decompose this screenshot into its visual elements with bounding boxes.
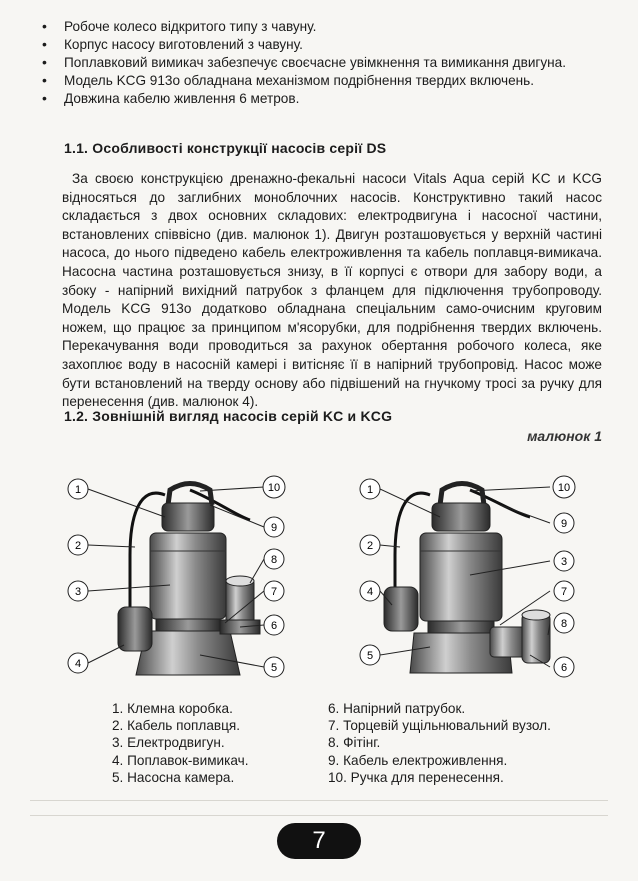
feature-item: • Поплавковий вимикач забезпечує своєчасне увімкнення та вимикання двигуна. bbox=[40, 54, 610, 71]
legend-item: 2. Кабель поплавця. bbox=[112, 718, 241, 734]
pump-kc-drawing bbox=[118, 484, 260, 676]
legend-item: 9. Кабель електроживлення. bbox=[328, 752, 508, 768]
svg-text:4: 4 bbox=[74, 658, 82, 670]
section-1-paragraph: За своєю конструкцією дренажно-фекальні насоси Vitals Aqua серій KC и KCG відносяться до заглибних моноблочних насосів. Конструктивно такий насос складається з двох основних складових: електродвигуна і насосної частини, встановлених співвісно (див. малюнок 1). Двигун розташовується у верхній частині насоса, до нього підведено кабель електроживлення та кабель поплавця-вимикача. Насосна частина розташовується знизу, в її корпусі є отвори для забору води, а збоку - напірний вихідний патрубок з фланцем для підключення трубопроводу. Модель KCG 913о додатково обладнана спеціальним само-очисним круговим ножем, що працює за принципом м'ясорубки, для подрібнення твердих включень. Перекачування води проводиться за рахунок обертання робочого колеса, яке захоплює воду в насосній камері і витісняє її в напірний трубопровід. Насос може бути встановлений на тверду основу або підвішений на гнучкому тросі за ручку для перенесення (див. малюнок 4). bbox=[62, 171, 602, 410]
svg-text:6: 6 bbox=[270, 620, 278, 632]
svg-text:2: 2 bbox=[74, 540, 82, 552]
callout-marker bbox=[554, 581, 574, 601]
callout-marker bbox=[554, 657, 574, 677]
callout-marker bbox=[68, 581, 88, 601]
svg-text:2: 2 bbox=[366, 540, 374, 552]
legend-item: 4. Поплавок-вимикач. bbox=[112, 752, 249, 768]
callout-marker bbox=[554, 551, 574, 571]
figure-label: малюнок 1 bbox=[527, 428, 602, 444]
callout-marker bbox=[263, 476, 285, 498]
callout-marker bbox=[68, 479, 88, 499]
svg-text:8: 8 bbox=[560, 618, 568, 630]
callout-marker bbox=[68, 653, 88, 673]
svg-text:4: 4 bbox=[366, 586, 374, 598]
legend-item: 5. Насосна камера. bbox=[112, 769, 235, 785]
callout-marker bbox=[264, 615, 284, 635]
legend-item: 3. Електродвигун. bbox=[112, 735, 225, 751]
svg-text:10: 10 bbox=[267, 482, 281, 494]
svg-text:3: 3 bbox=[560, 556, 568, 568]
divider bbox=[30, 800, 608, 801]
callout-marker bbox=[360, 535, 380, 555]
svg-text:9: 9 bbox=[270, 522, 278, 534]
svg-text:1: 1 bbox=[74, 484, 82, 496]
section-1-title: 1.1. Особливості конструкції насосів серії DS bbox=[64, 140, 387, 156]
legend-item: 8. Фітінг. bbox=[328, 735, 381, 751]
callout-marker bbox=[360, 581, 380, 601]
callout-marker bbox=[68, 535, 88, 555]
legend-left bbox=[112, 700, 249, 786]
callout-marker bbox=[264, 581, 284, 601]
svg-text:6: 6 bbox=[560, 662, 568, 674]
callout-marker bbox=[264, 657, 284, 677]
svg-text:5: 5 bbox=[366, 650, 374, 662]
legend-item: 7. Торцевій ущільнювальний вузол. bbox=[328, 718, 551, 734]
callout-marker bbox=[264, 549, 284, 569]
legend-item: 1. Клемна коробка. bbox=[112, 701, 233, 716]
feature-item: • Довжина кабелю живлення 6 метров. bbox=[40, 90, 610, 107]
legend-item: 10. Ручка для перенесення. bbox=[328, 769, 504, 785]
svg-text:3: 3 bbox=[74, 586, 82, 598]
callout-marker bbox=[360, 479, 380, 499]
callout-marker bbox=[264, 517, 284, 537]
pump-illustration bbox=[0, 455, 638, 685]
callout-marker bbox=[360, 645, 380, 665]
svg-text:5: 5 bbox=[270, 662, 278, 674]
section-2-title: 1.2. Зовнішній вигляд насосів серій KC и KCG bbox=[64, 408, 393, 424]
feature-item: • Модель KCG 913о обладнана механізмом подрібнення твердих включень. bbox=[40, 72, 610, 89]
callout-marker bbox=[554, 513, 574, 533]
divider bbox=[30, 815, 608, 816]
svg-text:7: 7 bbox=[270, 586, 278, 598]
callout-marker bbox=[554, 613, 574, 633]
svg-text:1: 1 bbox=[366, 484, 374, 496]
feature-item: • Корпус насосу виготовлений з чавуну. bbox=[40, 36, 610, 53]
svg-text:9: 9 bbox=[560, 518, 568, 530]
svg-text:7: 7 bbox=[560, 586, 568, 598]
feature-item: • Робоче колесо відкритого типу з чавуну. bbox=[40, 18, 610, 35]
legend-right bbox=[328, 700, 551, 786]
legend-item: 6. Напірний патрубок. bbox=[328, 701, 466, 716]
feature-list bbox=[40, 18, 610, 108]
pump-kcg-drawing bbox=[384, 484, 550, 674]
callout-marker bbox=[553, 476, 575, 498]
svg-text:10: 10 bbox=[557, 482, 571, 494]
svg-text:8: 8 bbox=[270, 554, 278, 566]
page-number: 7 bbox=[277, 823, 361, 859]
